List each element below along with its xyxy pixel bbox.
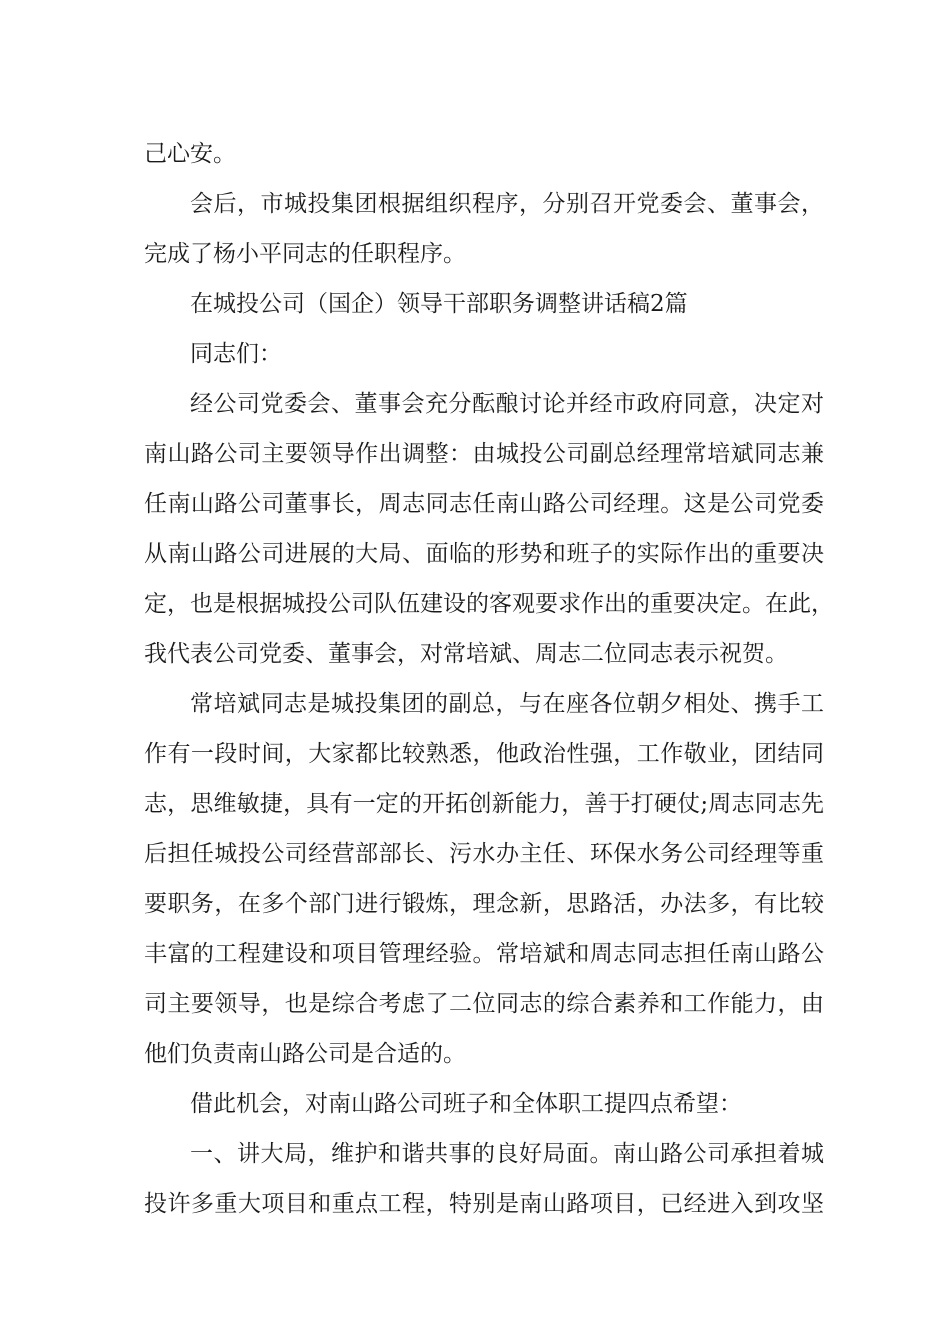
text-line-3: 完成了杨小平同志的任职程序。 (144, 241, 466, 267)
text-line-1: 己心安。 (144, 141, 236, 167)
text-line-17: 丰富的工程建设和项目管理经验。常培斌和周志同志担任南山路公 (144, 941, 824, 967)
text-line-8: 任南山路公司董事长，周志同志任南山路公司经理。这是公司党委 (144, 491, 824, 517)
section-title: 在城投公司（国企）领导干部职务调整讲话稿2篇 (190, 291, 688, 317)
text-line-9: 从南山路公司进展的大局、面临的形势和班子的实际作出的重要决 (144, 541, 824, 567)
text-line-16: 要职务，在多个部门进行锻炼，理念新，思路活，办法多，有比较 (144, 891, 824, 917)
text-line-7: 南山路公司主要领导作出调整：由城投公司副总经理常培斌同志兼 (144, 441, 824, 467)
text-line-22: 投许多重大项目和重点工程，特别是南山路项目，已经进入到攻坚 (144, 1191, 824, 1217)
text-line-10: 定，也是根据城投公司队伍建设的客观要求作出的重要决定。在此， (144, 591, 834, 617)
text-line-18: 司主要领导，也是综合考虑了二位同志的综合素养和工作能力，由 (144, 991, 824, 1017)
text-line-19: 他们负责南山路公司是合适的。 (144, 1041, 466, 1067)
salutation: 同志们： (190, 341, 282, 367)
text-line-21: 一、讲大局，维护和谐共事的良好局面。南山路公司承担着城 (190, 1141, 824, 1167)
text-line-13: 作有一段时间，大家都比较熟悉，他政治性强，工作敬业，团结同 (144, 741, 824, 767)
text-line-11: 我代表公司党委、董事会，对常培斌、周志二位同志表示祝贺。 (144, 641, 788, 667)
text-line-2: 会后，市城投集团根据组织程序，分别召开党委会、董事会， (190, 191, 824, 217)
text-line-20: 借此机会，对南山路公司班子和全体职工提四点希望： (190, 1091, 742, 1117)
text-line-12: 常培斌同志是城投集团的副总，与在座各位朝夕相处、携手工 (190, 691, 824, 717)
text-line-15: 后担任城投公司经营部部长、污水办主任、环保水务公司经理等重 (144, 841, 824, 867)
text-line-14: 志，思维敏捷，具有一定的开拓创新能力，善于打硬仗;周志同志先 (144, 791, 824, 817)
text-line-6: 经公司党委会、董事会充分酝酿讨论并经市政府同意，决定对 (190, 391, 824, 417)
